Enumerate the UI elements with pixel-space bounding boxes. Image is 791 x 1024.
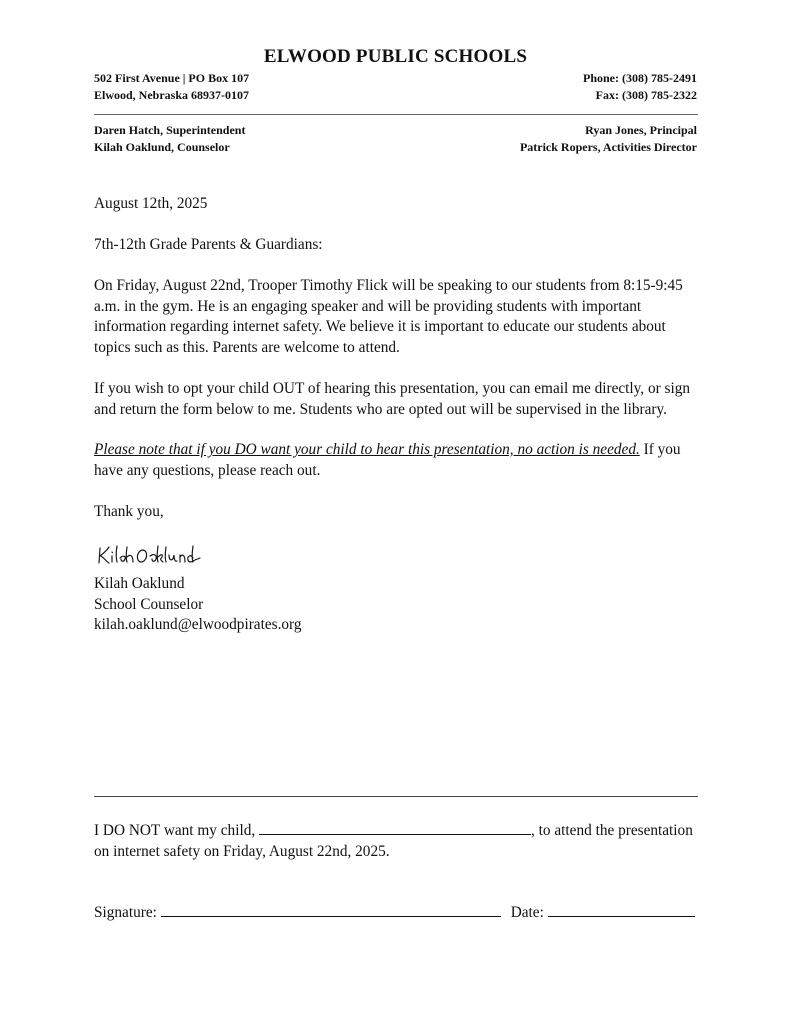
opt-out-text-start: I DO NOT want my child, <box>94 822 259 839</box>
staff-superintendent: Daren Hatch, Superintendent <box>94 123 246 137</box>
date-label: Date: <box>510 904 548 921</box>
handwritten-signature <box>96 542 216 568</box>
school-name: ELWOOD PUBLIC SCHOOLS <box>263 46 528 67</box>
questions-note: If you have any questions, please reach out. <box>94 441 681 479</box>
staff-list-left <box>94 122 245 156</box>
opt-out-form <box>94 820 704 862</box>
fax-number: Fax: (308) 785-2322 <box>595 88 697 102</box>
address-line-1: 502 First Avenue | PO Box 107 <box>94 71 250 85</box>
opt-out-line-2: on internet safety on Friday, August 22nd, 2025. <box>94 842 390 860</box>
letter-date: August 12th, 2025 <box>94 195 208 212</box>
signer-email: kilah.oaklund@elwoodpirates.org <box>94 616 302 633</box>
school-address <box>94 70 249 104</box>
signer-name: Kilah Oaklund <box>94 575 185 592</box>
staff-list-right <box>520 122 697 156</box>
letter-paragraph-2: If you wish to opt your child OUT of hearing this presentation, you can email me directly, or sign and return the form below to me. Students who are opted out will be supervised in the library. <box>94 380 691 418</box>
letter-salutation: 7th-12th Grade Parents & Guardians: <box>94 236 323 253</box>
no-action-note: Please note that if you DO want your child to hear this presentation, no action is needed. <box>94 441 640 458</box>
phone-number: Phone: (308) 785-2491 <box>583 71 697 85</box>
letter-closing: Thank you, <box>94 503 164 520</box>
staff-principal: Ryan Jones, Principal <box>585 123 697 137</box>
letter-paragraph-3 <box>94 440 704 481</box>
header-divider <box>94 114 698 115</box>
opt-out-text-end: , to attend the presentation <box>531 822 693 839</box>
signer-title: School Counselor <box>94 595 204 613</box>
form-divider <box>94 796 698 797</box>
letter-paragraph-1: On Friday, August 22nd, Trooper Timothy Flick will be speaking to our students from 8:15-9:45 a.m. in the gym. He is an engaging speaker and will be providing students with important information regarding internet safety. We believe it is important to educate our students about topics such as this. Parents are welcome to attend. <box>94 277 683 356</box>
signature-label: Signature: <box>94 904 161 921</box>
staff-activities-director: Patrick Ropers, Activities Director <box>519 140 697 154</box>
address-line-2: Elwood, Nebraska 68937-0107 <box>94 88 250 102</box>
signer-block <box>94 574 704 636</box>
staff-counselor: Kilah Oaklund, Counselor <box>94 140 230 154</box>
date-field[interactable] <box>548 902 695 917</box>
school-contact <box>583 70 697 104</box>
signature-field[interactable] <box>161 902 501 917</box>
opt-out-line-1 <box>94 820 704 842</box>
signature-date-row <box>94 902 704 924</box>
child-name-field[interactable] <box>259 820 531 835</box>
